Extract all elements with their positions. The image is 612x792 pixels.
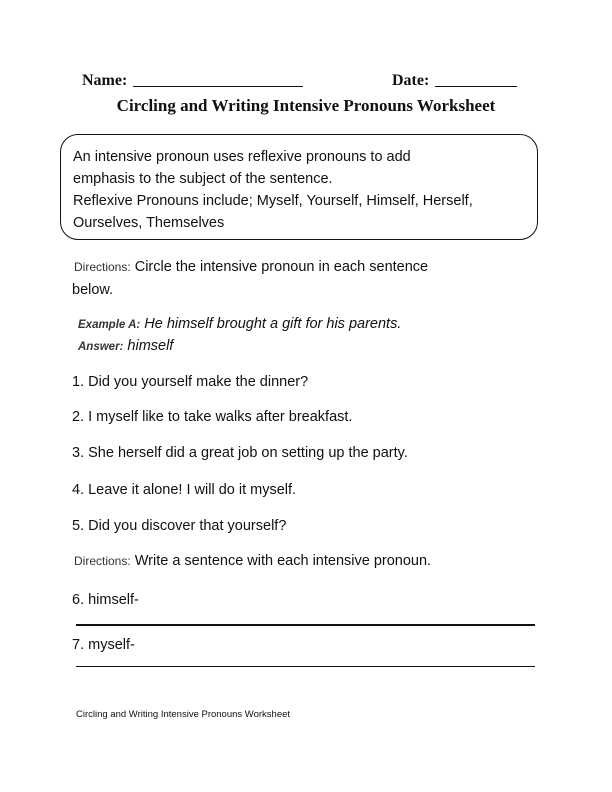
name-label: Name: xyxy=(82,72,128,89)
worksheet-title: Circling and Writing Intensive Pronouns Worksheet xyxy=(116,96,496,115)
answer-text: himself xyxy=(127,338,174,354)
directions-label: Directions: xyxy=(74,554,131,568)
example-row xyxy=(78,313,401,336)
directions-circle xyxy=(74,256,428,278)
definition-line: Reflexive Pronouns include; Myself, Yourself, Himself, Herself, xyxy=(73,193,473,209)
question-item[interactable]: 2. I myself like to take walks after breakfast. xyxy=(72,409,353,425)
date-field xyxy=(392,72,517,90)
definition-line: emphasis to the subject of the sentence. xyxy=(73,171,333,187)
directions-text: Circle the intensive pronoun in each sentence xyxy=(134,259,429,275)
example-sentence: He himself brought a gift for his parents. xyxy=(144,316,402,332)
question-item[interactable]: 5. Did you discover that yourself? xyxy=(72,518,287,534)
answer-row xyxy=(78,335,173,358)
page-footer: Circling and Writing Intensive Pronouns Worksheet xyxy=(76,709,291,720)
directions-label: Directions: xyxy=(74,260,131,274)
date-label: Date: xyxy=(392,72,430,89)
question-item[interactable]: 3. She herself did a great job on setting up the party. xyxy=(72,445,408,461)
writing-item-himself: 6. himself- xyxy=(72,592,139,608)
definition-line: Ourselves, Themselves xyxy=(73,215,225,231)
writing-item-myself: 7. myself- xyxy=(72,637,135,653)
example-label: Example A: xyxy=(78,319,141,331)
name-field xyxy=(82,72,303,90)
writing-line[interactable] xyxy=(76,624,535,626)
question-item[interactable]: 1. Did you yourself make the dinner? xyxy=(72,374,309,390)
date-blank-line[interactable] xyxy=(435,85,517,87)
writing-line[interactable] xyxy=(76,666,535,667)
answer-label: Answer: xyxy=(78,341,124,353)
directions-text-continued: below. xyxy=(72,282,114,298)
definition-box xyxy=(60,134,538,240)
directions-write xyxy=(74,550,431,572)
question-item[interactable]: 4. Leave it alone! I will do it myself. xyxy=(72,482,297,498)
definition-line: An intensive pronoun uses reflexive pronouns to add xyxy=(73,149,411,165)
name-blank-line[interactable] xyxy=(133,85,303,87)
directions-text: Write a sentence with each intensive pronoun. xyxy=(134,553,432,569)
